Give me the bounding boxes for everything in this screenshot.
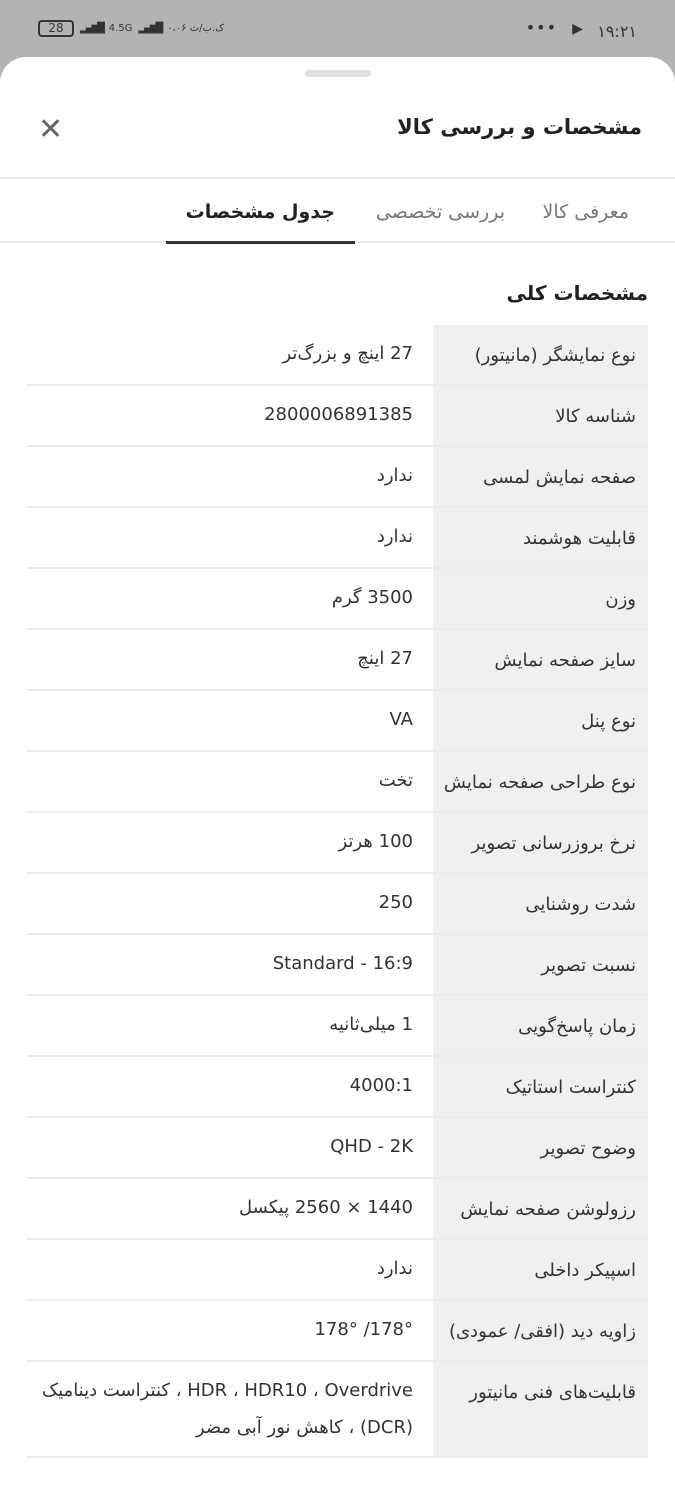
spec-label: قابلیت هوشمند bbox=[433, 508, 648, 567]
spec-label: نوع طراحی صفحه نمایش bbox=[433, 752, 648, 811]
spec-label: کنتراست استاتیک bbox=[433, 1057, 648, 1116]
spec-label: نوع نمایشگر (مانیتور) bbox=[433, 325, 648, 384]
spec-row bbox=[27, 996, 648, 1057]
spec-row bbox=[27, 691, 648, 752]
spec-value: QHD - 2K bbox=[330, 1136, 413, 1157]
spec-value: 16:9 - Standard bbox=[272, 953, 413, 974]
spec-row bbox=[27, 1362, 648, 1458]
tab-specs-table[interactable]: جدول مشخصات bbox=[185, 201, 335, 223]
spec-row bbox=[27, 1118, 648, 1179]
spec-label: شدت روشنایی bbox=[433, 874, 648, 933]
spec-value: 178°/ 178° bbox=[314, 1319, 413, 1340]
spec-value: 27 اینچ bbox=[357, 648, 413, 669]
spec-label: شناسه کالا bbox=[433, 386, 648, 445]
spec-row bbox=[27, 935, 648, 996]
battery-indicator: 28 bbox=[38, 20, 74, 37]
spec-value: VA bbox=[389, 709, 413, 730]
spec-row bbox=[27, 1179, 648, 1240]
spec-label: نوع پنل bbox=[433, 691, 648, 750]
signal-icon: ▂▄▆█ bbox=[80, 23, 103, 34]
bottom-sheet bbox=[0, 57, 675, 1500]
spec-row bbox=[27, 874, 648, 935]
spec-value: 4000:1 bbox=[349, 1075, 413, 1096]
play-icon: ▶ bbox=[572, 21, 583, 37]
spec-value: 1 میلی‌ثانیه bbox=[329, 1014, 413, 1035]
spec-row bbox=[27, 1301, 648, 1362]
spec-label: زاویه دید (افقی/ عمودی) bbox=[433, 1301, 648, 1360]
tab-bar bbox=[0, 179, 675, 243]
spec-label: صفحه نمایش لمسی bbox=[433, 447, 648, 506]
spec-value: ندارد bbox=[376, 526, 413, 547]
spec-value: ندارد bbox=[376, 465, 413, 486]
spec-label: وضوح تصویر bbox=[433, 1118, 648, 1177]
page-title: مشخصات و بررسی کالا bbox=[397, 115, 642, 139]
spec-value: تخت bbox=[378, 770, 413, 791]
spec-label: اسپیکر داخلی bbox=[433, 1240, 648, 1299]
section-title: مشخصات کلی bbox=[506, 281, 648, 305]
general-specs-section bbox=[0, 281, 675, 1458]
status-left-group bbox=[38, 20, 224, 37]
signal-icon-2: ▂▄▆█ bbox=[138, 23, 162, 34]
tab-intro[interactable]: معرفی کالا bbox=[542, 201, 629, 223]
spec-value: 250 bbox=[378, 892, 413, 913]
network-speed: ۰،۰۶ ک.ب/ث bbox=[167, 23, 225, 34]
spec-row bbox=[27, 508, 648, 569]
spec-value: HDR ، HDR10 ، Overdrive ، کنتراست دینامیک (DCR) ، کاهش نور آبی مضر bbox=[42, 1380, 413, 1438]
spec-row bbox=[27, 1057, 648, 1118]
spec-label: زمان پاسخ‌گویی bbox=[433, 996, 648, 1055]
spec-label: وزن bbox=[433, 569, 648, 628]
spec-row bbox=[27, 630, 648, 691]
spec-row bbox=[27, 752, 648, 813]
spec-value: 3500 گرم bbox=[331, 587, 413, 608]
spec-label: رزولوشن صفحه نمایش bbox=[433, 1179, 648, 1238]
clock: ۱۹:۲۱ bbox=[597, 22, 637, 41]
spec-value: 100 هرتز bbox=[338, 831, 413, 852]
tab-expert-review[interactable]: بررسی تخصصی bbox=[375, 201, 505, 223]
spec-label: سایز صفحه نمایش bbox=[433, 630, 648, 689]
spec-row bbox=[27, 1240, 648, 1301]
spec-value: 27 اینچ و بزرگ‌تر bbox=[282, 343, 413, 364]
close-icon[interactable]: ✕ bbox=[38, 112, 64, 147]
spec-label: نرخ بروزرسانی تصویر bbox=[433, 813, 648, 872]
sheet-header bbox=[0, 57, 675, 179]
status-bar bbox=[0, 0, 675, 62]
spec-value: 1440 × 2560 پیکسل bbox=[239, 1197, 413, 1218]
spec-row bbox=[27, 386, 648, 447]
more-notifications-icon: ••• bbox=[525, 18, 557, 37]
spec-table bbox=[27, 325, 648, 1458]
spec-label: نسبت تصویر bbox=[433, 935, 648, 994]
spec-row bbox=[27, 813, 648, 874]
spec-value: 2800006891385 bbox=[264, 404, 413, 425]
spec-row bbox=[27, 447, 648, 508]
spec-row bbox=[27, 325, 648, 386]
spec-value: ندارد bbox=[376, 1258, 413, 1279]
network-type: 4.5G bbox=[108, 23, 133, 34]
spec-row bbox=[27, 569, 648, 630]
spec-label: قابلیت‌های فنی مانیتور bbox=[433, 1362, 648, 1456]
